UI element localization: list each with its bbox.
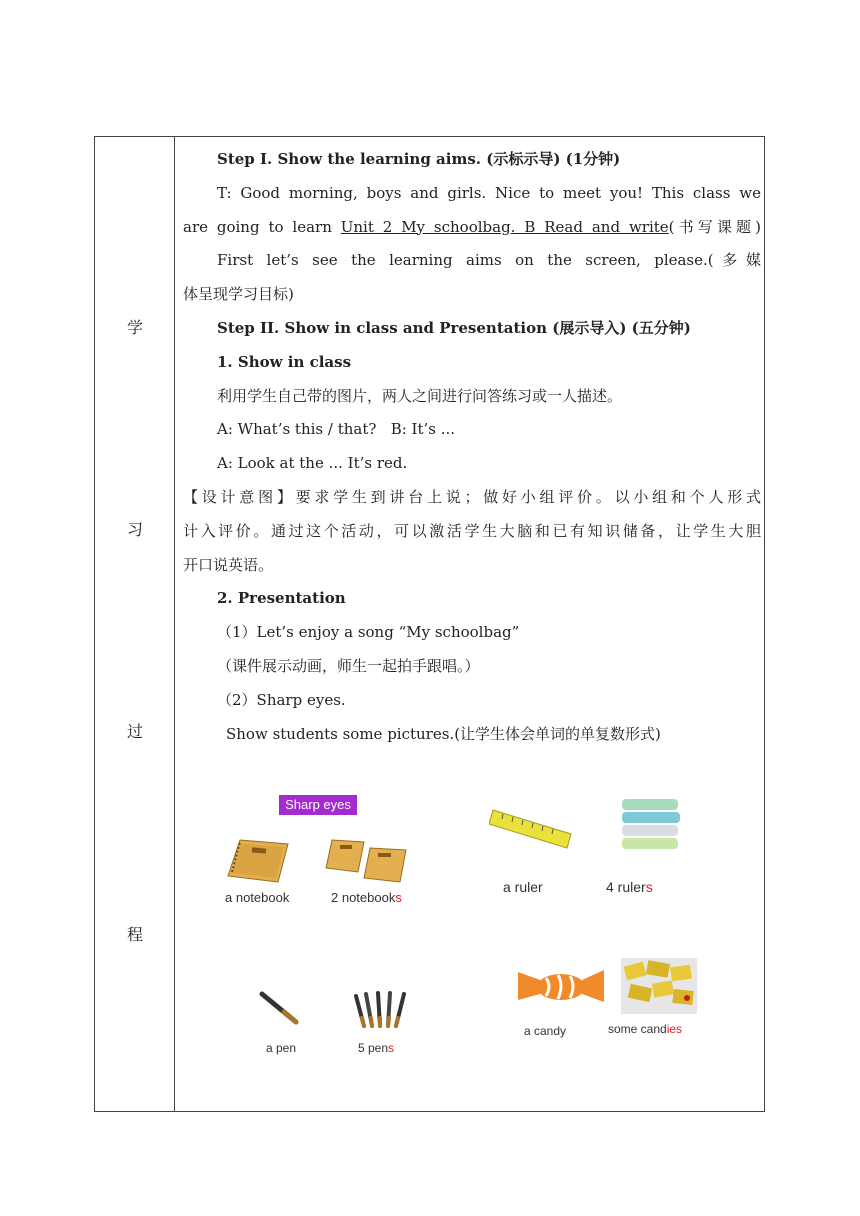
intent-line-2: 计入评价。通过这个活动，可以激活学生大脑和已有知识储备，让学生大胆 <box>183 521 761 540</box>
greeting-prefix: are going to learn <box>183 217 341 236</box>
caption-2-notebooks-suffix: s <box>395 890 402 905</box>
aims-line-1: First let’s see the learning aims on the screen, please.(多媒 <box>217 251 761 270</box>
greeting-suffix: (书写课题) <box>668 217 761 236</box>
presentation-title: 2. Presentation <box>217 589 346 608</box>
lesson-topic: Unit 2 My schoolbag. B Read and write <box>340 217 669 236</box>
lesson-table <box>94 136 765 1112</box>
lesson-content <box>183 143 761 751</box>
caption-a-notebook: a notebook <box>225 890 290 905</box>
step1-title: Step I. Show the learning aims. (示标示导) (1分钟) <box>217 150 621 168</box>
greeting-line-2 <box>183 211 761 245</box>
caption-a-candy: a candy <box>524 1024 567 1038</box>
step2-title: Step II. Show in class and Presentation (展示导入) (五分钟) <box>217 318 691 337</box>
caption-2-notebooks-base: 2 notebook <box>331 890 396 905</box>
show-in-class-desc: 利用学生自己带的图片，两人之间进行问答练习或一人描述。 <box>217 386 623 405</box>
side-label-xue: 学 <box>126 318 143 337</box>
caption-5-pens-base: 5 pen <box>358 1041 389 1055</box>
sharp-eyes-line: （2）Sharp eyes. <box>217 690 346 709</box>
caption-a-pen: a pen <box>266 1041 297 1055</box>
sharp-eyes-badge: Sharp eyes <box>279 795 357 815</box>
song-note: （课件展示动画，师生一起拍手跟唱。） <box>217 656 480 675</box>
caption-some-candies-base: some cand <box>608 1022 667 1036</box>
caption-some-candies-suffix: ies <box>666 1022 683 1036</box>
dialog-line-2: A: Look at the ... It’s red. <box>217 454 408 473</box>
dialog-line-1: A: What’s this / that? B: It’s ... <box>217 420 456 439</box>
song-line: （1）Let’s enjoy a song “My schoolbag” <box>217 623 520 642</box>
show-in-class-title: 1. Show in class <box>217 352 352 371</box>
caption-a-ruler: a ruler <box>503 879 543 895</box>
side-label-cheng: 程 <box>126 925 143 944</box>
caption-4-rulers-suffix: s <box>645 879 653 895</box>
show-pictures-line: Show students some pictures.(让学生体会单词的单复数形式) <box>226 724 661 743</box>
intent-line-3: 开口说英语。 <box>183 555 274 574</box>
greeting-line-1: T: Good morning, boys and girls. Nice to meet you! This class we <box>217 183 761 202</box>
side-label-guo: 过 <box>126 722 143 741</box>
side-label-xi: 习 <box>126 520 143 539</box>
side-column <box>95 137 175 1111</box>
caption-5-pens-suffix: s <box>388 1041 395 1055</box>
caption-4-rulers-base: 4 ruler <box>606 879 646 895</box>
aims-line-2: 体呈现学习目标) <box>183 285 294 304</box>
intent-line-1: 【设计意图】要求学生到讲台上说；做好小组评价。以小组和个人形式 <box>183 487 761 506</box>
